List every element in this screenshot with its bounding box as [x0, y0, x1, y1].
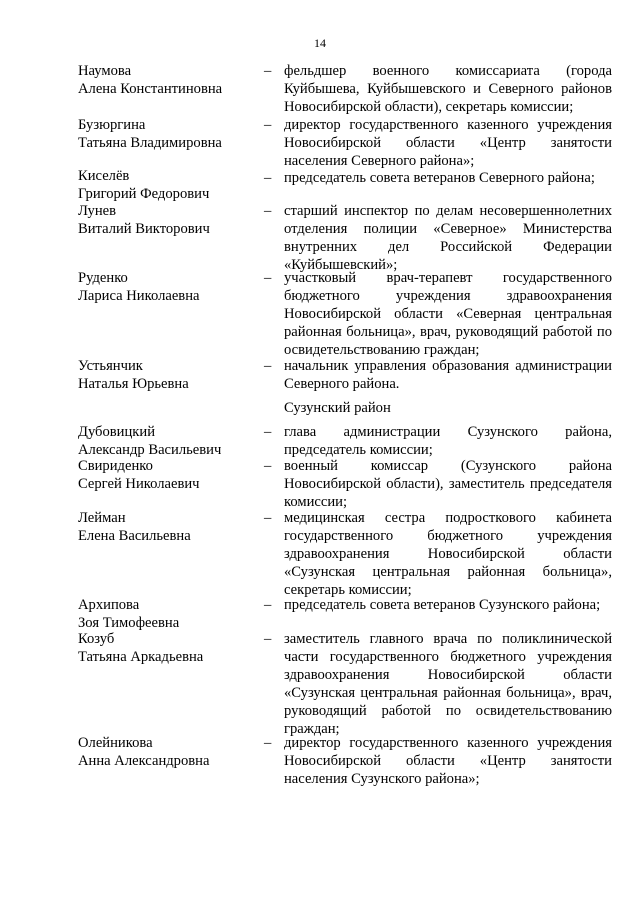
member-name	[78, 62, 258, 98]
member-surname: Лунев	[78, 203, 117, 219]
member-name	[78, 269, 258, 305]
dash-separator: –	[264, 358, 272, 374]
member-name	[78, 509, 258, 545]
member-role: начальник управления образования администрации Северного района.	[284, 358, 612, 392]
member-surname: Козуб	[78, 631, 115, 647]
member-given-name: Наталья Юрьевна	[78, 376, 189, 392]
member-surname: Устьянчик	[78, 358, 143, 374]
member-role: заместитель главного врача по поликлинической части государственного бюджетного учреждения здравоохранения Новосибирской области «Сузунская центральная районная больница», врач, руководящий работой по освидетельствованию граждан;	[284, 631, 612, 737]
member-given-name: Татьяна Аркадьевна	[78, 649, 204, 665]
member-role: председатель совета ветеранов Северного района;	[284, 170, 595, 186]
member-given-name: Алена Константиновна	[78, 81, 223, 97]
member-role: участковый врач-терапевт государственного бюджетного учреждения здравоохранения Новосибирской области «Северная центральная районная больница», врач, руководящий работой по освидетельствованию граждан;	[284, 270, 612, 358]
member-given-name: Сергей Николаевич	[78, 476, 200, 492]
section-heading: Сузунский район	[284, 400, 391, 416]
member-given-name: Татьяна Владимировна	[78, 135, 222, 151]
dash-separator: –	[264, 203, 272, 219]
dash-separator: –	[264, 270, 272, 286]
member-name	[78, 457, 258, 493]
member-role: старший инспектор по делам несовершеннолетних отделения полиции «Северное» Министерства внутренних дел Российской Федерации «Куйбышевский»;	[284, 203, 612, 273]
member-name	[78, 734, 258, 770]
member-role: медицинская сестра подросткового кабинета государственного бюджетного учреждения здравоохранения Новосибирской области «Сузунская центральная районная больница», секретарь комиссии;	[284, 510, 612, 598]
page-number: 14	[314, 36, 326, 50]
dash-separator: –	[264, 735, 272, 751]
member-surname: Бузюргина	[78, 117, 146, 133]
member-name	[78, 423, 258, 459]
member-given-name: Григорий Федорович	[78, 186, 210, 202]
member-role: председатель совета ветеранов Сузунского района;	[284, 597, 601, 613]
member-given-name: Анна Александровна	[78, 753, 210, 769]
member-surname: Архипова	[78, 597, 140, 613]
member-given-name: Зоя Тимофеевна	[78, 615, 180, 631]
member-surname: Дубовицкий	[78, 424, 156, 440]
member-surname: Свириденко	[78, 458, 153, 474]
member-role: военный комиссар (Сузунского района Новосибирской области), заместитель председателя комиссии;	[284, 458, 612, 510]
member-surname: Наумова	[78, 63, 132, 79]
member-surname: Киселёв	[78, 168, 130, 184]
dash-separator: –	[264, 458, 272, 474]
member-given-name: Елена Васильевна	[78, 528, 191, 544]
dash-separator: –	[264, 424, 272, 440]
dash-separator: –	[264, 510, 272, 526]
dash-separator: –	[264, 631, 272, 647]
member-given-name: Виталий Викторович	[78, 221, 210, 237]
member-name	[78, 202, 258, 238]
member-role: директор государственного казенного учреждения Новосибирской области «Центр занятости населения Сузунского района»;	[284, 735, 612, 787]
member-surname: Олейникова	[78, 735, 153, 751]
member-surname: Лейман	[78, 510, 126, 526]
member-role: фельдшер военного комиссариата (города Куйбышева, Куйбышевского и Северного районов Новосибирской области), секретарь комиссии;	[284, 63, 612, 115]
member-name	[78, 630, 258, 666]
member-given-name: Александр Васильевич	[78, 442, 222, 458]
member-name	[78, 116, 258, 152]
dash-separator: –	[264, 170, 272, 186]
dash-separator: –	[264, 117, 272, 133]
member-role: директор государственного казенного учреждения Новосибирской области «Центр занятости населения Северного района»;	[284, 117, 612, 169]
member-given-name: Лариса Николаевна	[78, 288, 200, 304]
member-name	[78, 596, 258, 632]
dash-separator: –	[264, 597, 272, 613]
member-surname: Руденко	[78, 270, 128, 286]
member-name	[78, 357, 258, 393]
dash-separator: –	[264, 63, 272, 79]
member-role: глава администрации Сузунского района, председатель комиссии;	[284, 424, 612, 458]
member-name	[78, 167, 258, 203]
